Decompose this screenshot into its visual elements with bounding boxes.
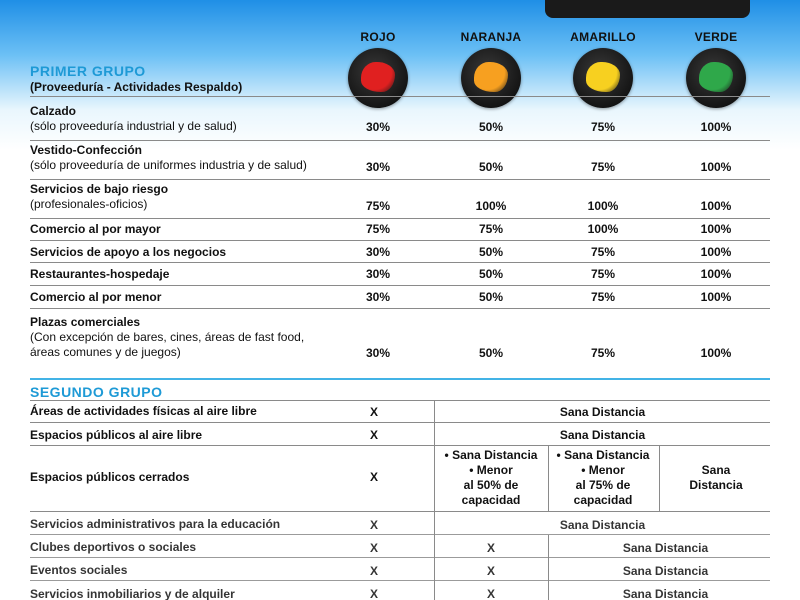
row-label: Clubes deportivos o sociales [30,540,197,554]
mark-x: X [369,587,379,600]
mark-x: X [369,541,379,555]
column-header-amarillo: AMARILLO [570,30,636,44]
value-rojo: 30% [365,160,391,174]
span-sana-distancia: Sana Distancia [622,564,709,578]
mark-x: X [369,405,379,419]
mark-x: X [486,541,496,555]
light-blob [699,62,733,92]
value-rojo: 30% [365,346,391,360]
green-light-icon [686,48,746,108]
verde-note [689,463,742,493]
red-light-icon [348,48,408,108]
table-row [30,286,770,309]
value-amarillo: 75% [590,346,616,360]
group1-subtitle: (Proveeduría - Actividades Respaldo) [30,80,243,94]
column-divider [659,446,660,512]
row-sublabel: (Con excepción de bares, cines, áreas de fast food, [30,330,305,344]
value-amarillo: 75% [590,120,616,134]
note-line: al 50% de [463,478,519,492]
light-blob [586,62,620,92]
note-line: capacidad [573,493,633,507]
value-verde: 100% [700,267,732,281]
note-line: capacidad [461,493,521,507]
value-amarillo: 100% [587,199,619,213]
row-sublabel: (sólo proveeduría de uniformes industria y de salud) [30,158,307,172]
value-verde: 100% [700,222,732,236]
value-amarillo: 100% [587,222,619,236]
row-sublabel: (profesionales-oficios) [30,197,148,211]
value-rojo: 75% [365,199,391,213]
value-naranja: 50% [478,245,504,259]
span-sana-distancia: Sana Distancia [622,541,709,555]
note-line: Sana [701,463,731,477]
value-verde: 100% [700,199,732,213]
light-blob [361,62,395,92]
light-blob [474,62,508,92]
value-naranja: 50% [478,346,504,360]
note-line: al 75% de [575,478,631,492]
value-naranja: 75% [478,222,504,236]
mark-x: X [369,518,379,532]
row-sublabel: (sólo proveeduría industrial y de salud) [30,119,237,133]
mark-x: X [369,470,379,484]
group1-title: PRIMER GRUPO [30,63,146,79]
note-line: • Sana Distancia [556,448,650,462]
value-verde: 100% [700,160,732,174]
row-label: Áreas de actividades físicas al aire libre [30,404,257,418]
row-label: Eventos sociales [30,563,128,577]
note-line: Distancia [689,478,743,492]
value-naranja: 50% [478,290,504,304]
value-amarillo: 75% [590,245,616,259]
orange-light-icon [461,48,521,108]
value-rojo: 75% [365,222,391,236]
row-label: Servicios administrativos para la educación [30,517,281,531]
value-rojo: 30% [365,267,391,281]
row-label: Comercio al por mayor [30,222,161,236]
span-sana-distancia: Sana Distancia [559,518,646,532]
column-header-rojo: ROJO [360,30,396,44]
value-verde: 100% [700,245,732,259]
span-sana-distancia: Sana Distancia [559,405,646,419]
row-label: Restaurantes-hospedaje [30,267,170,281]
group-separator [30,378,770,380]
value-rojo: 30% [365,120,391,134]
note-line: • Sana Distancia [444,448,538,462]
group1-top-divider [30,96,770,97]
column-header-naranja: NARANJA [460,30,522,44]
mark-x: X [369,564,379,578]
row-label: Calzado [30,104,77,118]
value-amarillo: 75% [590,290,616,304]
row-sublabel: áreas comunes y de juegos) [30,345,181,359]
yellow-light-icon [573,48,633,108]
span-sana-distancia: Sana Distancia [622,587,709,600]
row-label: Espacios públicos al aire libre [30,428,203,442]
value-rojo: 30% [365,245,391,259]
group2-title: SEGUNDO GRUPO [30,384,163,400]
column-divider [548,446,549,512]
value-amarillo: 75% [590,267,616,281]
mark-x: X [369,428,379,442]
mark-x: X [486,587,496,600]
amarillo-capacity-note [557,448,650,508]
value-rojo: 30% [365,290,391,304]
span-sana-distancia: Sana Distancia [559,428,646,442]
row-label: Espacios públicos cerrados [30,470,190,484]
value-naranja: 100% [475,199,507,213]
note-line: • Menor [581,463,625,477]
row-label: Servicios inmobiliarios y de alquiler [30,587,235,600]
table-row [30,241,770,263]
value-verde: 100% [700,290,732,304]
value-naranja: 50% [478,120,504,134]
mark-x: X [486,564,496,578]
row-label: Vestido-Confección [30,143,143,157]
value-amarillo: 75% [590,160,616,174]
row-label: Plazas comerciales [30,315,141,329]
naranja-capacity-note [445,448,538,508]
row-label: Servicios de bajo riesgo [30,182,169,196]
row-label: Servicios de apoyo a los negocios [30,245,227,259]
value-verde: 100% [700,120,732,134]
top-dark-box [545,0,750,18]
row-label: Comercio al por menor [30,290,162,304]
column-header-verde: VERDE [694,30,738,44]
value-naranja: 50% [478,160,504,174]
table-row [30,180,770,219]
table-row [30,141,770,180]
table-row [30,219,770,241]
value-verde: 100% [700,346,732,360]
table-row [30,100,770,141]
note-line: • Menor [469,463,513,477]
table-row [30,263,770,286]
value-naranja: 50% [478,267,504,281]
column-divider [548,535,549,600]
table-row [30,309,770,371]
